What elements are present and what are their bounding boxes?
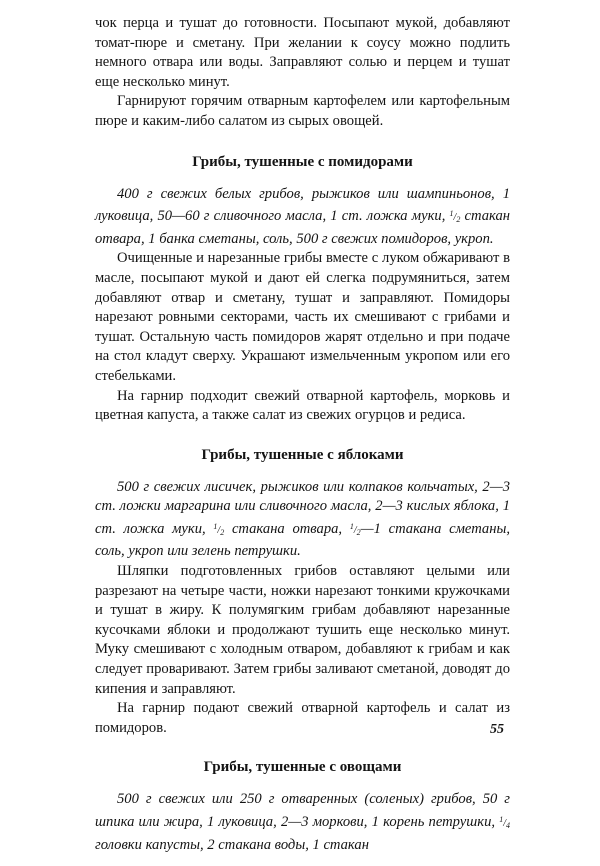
section-title-vegetables: Грибы, тушенные с овощами: [203, 759, 402, 776]
fraction: $^1/_2$: [213, 521, 225, 537]
intro-paragraph-2: Гарнируют горячим отварным картофелем или картофельным пюре и каким-либо салатом из сырых овощей.: [95, 93, 510, 129]
method-apples: Шляпки подготовленных грибов оставляют целыми или разрезают на четыре части, ножки нарезают тонкими кружочками и тушат в жиру. К полумягким грибам добавляют нарезанные кусочками яблоки и продолжают тушить еще несколько минут. Муку смешивают с холодным отваром, добавляют к грибам и как следует проваривают. Затем грибы заливают сметаной, доводят до кипения и заправляют.: [95, 563, 510, 697]
page-number: 55: [490, 722, 504, 737]
fraction: $^1/_4$: [499, 815, 510, 830]
ingredients-apples: 500 г свежих лисичек, рыжиков или колпаков кольчатых, 2—3 ст. ложки маргарина или сливочного масла, 2—3 кислых яблока, 1 ст. ложка муки, $^1/_2$ стакана отвара, $^1/_2—1$ стакана сметаны, соль, укроп или зелень петрушки.: [95, 478, 510, 560]
garnish-tomatoes: На гарнир подходит свежий отварной картофель, морковь и цветная капуста, а также салат из свежих огурцов и редиса.: [95, 387, 510, 424]
garnish-apples: На гарнир подают свежий отварной картофель и салат из помидоров.: [95, 700, 510, 736]
method-tomatoes: Очищенные и нарезанные грибы вместе с луком обжаривают в масле, посыпают мукой и дают ей слегка подрумяниться, затем добавляют отвар и сметану, тушат и заправляют. Помидоры нарезают ровными секторами, часть их смешивают с грибами и тушат. Остальную часть помидоров жарят отдельно и при подаче на стол кладут сверху. Украшают измельченным укропом или его стебельками.: [95, 250, 510, 384]
ingredients-vegetables: 500 г свежих или 250 г отваренных (соленых) грибов, 50 г шпика или жира, 1 луковица, 2—3 моркови, 1 корень петрушки, $^1/_4$ головки капусты, 2 стакана воды, 1 стакан: [95, 791, 510, 853]
ingredients-tomatoes: 400 г свежих белых грибов, рыжиков или шампиньонов, 1 луковица, 50—60 г сливочного масла, 1 ст. ложка муки, $^1/_2$ стакан отвара, 1 банка сметаны, соль, 500 г свежих помидоров, укроп.: [95, 185, 511, 247]
book-page: [95, 14, 510, 855]
intro-paragraph-1: чок перца и тушат до готовности. Посыпают мукой, добавляют томат-пюре и сметану. При желании к соусу можно подлить немного отвара или воды. Заправляют солью и перцем и тушат еще несколько минут.: [95, 15, 510, 90]
section-title-apples: Грибы, тушенные с яблоками: [201, 446, 404, 463]
fraction: $^1/_2$: [449, 209, 461, 225]
fraction: $^1/_2$: [349, 521, 361, 537]
section-title-tomatoes: Грибы, тушенные с помидорами: [192, 153, 413, 170]
